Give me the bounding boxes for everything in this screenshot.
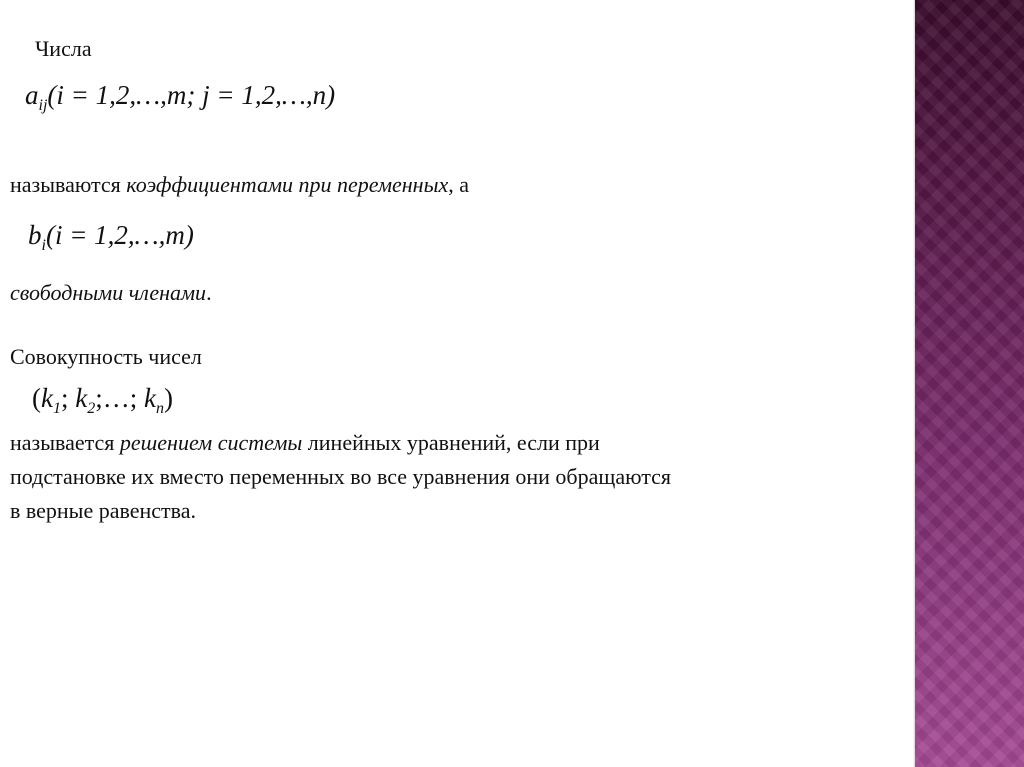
formula-coefficients — [25, 80, 335, 115]
solution-prefix: называется — [10, 430, 120, 455]
solution-line-2 — [10, 462, 671, 492]
coef-term: коэффициентами при переменных — [126, 172, 449, 197]
coefficients-line — [10, 170, 469, 200]
coef-suffix: , а — [448, 172, 470, 197]
formula-a-base: a — [25, 80, 39, 110]
formula-b-rest: (i = 1,2,…,m) — [45, 220, 194, 250]
formula-solution-tuple — [32, 383, 173, 418]
solution-line-1 — [10, 428, 600, 458]
solution-line-2-text: подстановке их вместо переменных во все уравнения они обращаются — [10, 464, 672, 489]
tuple-k2: k — [75, 383, 88, 413]
free-terms-line — [10, 278, 212, 308]
formula-b-base: b — [28, 220, 42, 250]
set-label: Совокупность чисел — [10, 344, 202, 369]
tuple-open: ( — [32, 383, 41, 413]
solution-line-3-text: в верные равенства. — [10, 498, 197, 523]
intro-label: Числа — [35, 36, 92, 61]
formula-a-rest: (i = 1,2,…,m; j = 1,2,…,n) — [47, 80, 336, 110]
tuple-k1: k — [41, 383, 53, 413]
solution-line-3 — [10, 496, 196, 526]
intro-text — [35, 34, 92, 64]
tuple-close: ) — [163, 383, 173, 413]
tuple-k2-sub: 2 — [87, 400, 96, 417]
solution-term: решением системы — [119, 430, 303, 455]
tuple-sep2: ;…; — [95, 383, 144, 413]
free-term: свободными членами — [10, 280, 207, 305]
formula-a-sub: ij — [38, 97, 48, 114]
formula-b-sub: i — [41, 237, 46, 254]
tuple-sep1: ; — [60, 383, 76, 413]
free-suffix: . — [206, 280, 212, 305]
coef-prefix: называются — [10, 172, 127, 197]
decorative-sidebar — [915, 0, 1024, 767]
tuple-k1-sub: 1 — [52, 400, 61, 417]
formula-free-terms — [28, 220, 194, 255]
set-line — [10, 342, 202, 372]
tuple-kn-sub: n — [155, 400, 164, 417]
tuple-kn: k — [144, 383, 156, 413]
solution-suffix: линейных уравнений, если при — [302, 430, 600, 455]
